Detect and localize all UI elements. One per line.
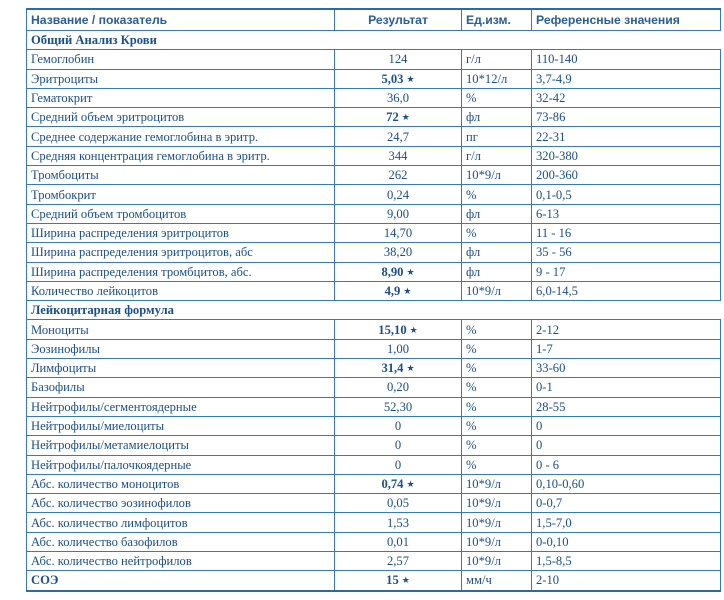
row-reference: 22-31	[532, 127, 721, 146]
row-name: Тромбокрит	[27, 185, 335, 204]
row-unit: %	[462, 359, 532, 378]
row-reference: 32-42	[532, 88, 721, 107]
result-value: 72	[386, 110, 399, 125]
row-unit: мм/ч	[462, 571, 532, 591]
header-unit: Ед.изм.	[462, 9, 532, 31]
result-value: 1,00	[386, 341, 410, 356]
row-unit: 10*12/л	[462, 69, 532, 88]
row-result	[335, 513, 462, 532]
row-result	[335, 166, 462, 185]
section-header-row	[27, 31, 721, 50]
result-value: 8,90	[381, 264, 404, 279]
result-value: 0,05	[386, 496, 410, 511]
table-row	[27, 436, 721, 455]
result-value: 5,03	[381, 71, 404, 86]
table-row	[27, 359, 721, 378]
row-unit: %	[462, 320, 532, 339]
result-value: 9,00	[386, 206, 410, 221]
row-name: Моноциты	[27, 320, 335, 339]
row-unit: %	[462, 378, 532, 397]
result-value: 0,01	[386, 534, 410, 549]
table-row	[27, 281, 721, 300]
row-unit: %	[462, 185, 532, 204]
header-result: Результат	[335, 9, 462, 31]
row-name: Ширина распределения эритроцитов, абс	[27, 243, 335, 262]
result-value: 15	[386, 573, 399, 588]
table-row	[27, 339, 721, 358]
row-reference: 0-1	[532, 378, 721, 397]
result-value: 344	[388, 148, 408, 163]
row-result	[335, 359, 462, 378]
row-result	[335, 69, 462, 88]
row-name: Ширина распределения эритроцитов	[27, 223, 335, 242]
row-reference: 1,5-7,0	[532, 513, 721, 532]
row-name: СОЭ	[27, 571, 335, 591]
row-reference: 0	[532, 436, 721, 455]
table-row	[27, 262, 721, 281]
row-unit: 10*9/л	[462, 166, 532, 185]
table-row	[27, 513, 721, 532]
table-row	[27, 397, 721, 416]
row-reference: 9 - 17	[532, 262, 721, 281]
table-row	[27, 127, 721, 146]
row-name: Нейтрофилы/сегментоядерные	[27, 397, 335, 416]
row-result	[335, 146, 462, 165]
row-result	[335, 532, 462, 551]
section-title: Лейкоцитарная формула	[27, 301, 721, 320]
row-name: Эозинофилы	[27, 339, 335, 358]
abnormal-flag-icon: ★	[406, 478, 415, 489]
result-value: 124	[388, 52, 408, 67]
row-result	[335, 571, 462, 591]
abnormal-flag-icon: ★	[409, 324, 418, 335]
row-result	[335, 50, 462, 69]
row-result	[335, 243, 462, 262]
row-unit: 10*9/л	[462, 532, 532, 551]
table-row	[27, 416, 721, 435]
row-unit: 10*9/л	[462, 474, 532, 493]
row-reference: 0,1-0,5	[532, 185, 721, 204]
row-name: Абс. количество моноцитов	[27, 474, 335, 493]
result-value: 0,20	[386, 380, 410, 395]
row-reference: 73-86	[532, 108, 721, 127]
table-row	[27, 185, 721, 204]
row-unit: %	[462, 416, 532, 435]
row-unit: г/л	[462, 146, 532, 165]
table-row	[27, 243, 721, 262]
table-row	[27, 166, 721, 185]
row-result	[335, 494, 462, 513]
row-name: Ширина распределения тромбцитов, абс.	[27, 262, 335, 281]
table-header-row	[27, 9, 721, 31]
row-unit: 10*9/л	[462, 513, 532, 532]
row-unit: %	[462, 339, 532, 358]
abnormal-flag-icon: ★	[401, 112, 410, 123]
row-reference: 2-12	[532, 320, 721, 339]
row-name: Базофилы	[27, 378, 335, 397]
row-reference: 0 - 6	[532, 455, 721, 474]
section-title: Общий Анализ Крови	[27, 31, 721, 50]
row-reference: 3,7-4,9	[532, 69, 721, 88]
row-name: Количество лейкоцитов	[27, 281, 335, 300]
row-reference: 6,0-14,5	[532, 281, 721, 300]
row-result	[335, 127, 462, 146]
row-name: Эритроциты	[27, 69, 335, 88]
row-name: Нейтрофилы/метамиелоциты	[27, 436, 335, 455]
row-unit: %	[462, 455, 532, 474]
table-row	[27, 378, 721, 397]
row-unit: фл	[462, 108, 532, 127]
row-unit: фл	[462, 262, 532, 281]
row-name: Гемоглобин	[27, 50, 335, 69]
row-name: Лимфоциты	[27, 359, 335, 378]
result-value: 24,7	[386, 129, 410, 144]
row-result	[335, 397, 462, 416]
row-result	[335, 108, 462, 127]
row-result	[335, 88, 462, 107]
result-value: 36,0	[386, 91, 410, 106]
row-unit: %	[462, 436, 532, 455]
abnormal-flag-icon: ★	[406, 73, 415, 84]
row-reference: 1,5-8,5	[532, 552, 721, 571]
row-unit: %	[462, 223, 532, 242]
row-result	[335, 204, 462, 223]
table-row	[27, 69, 721, 88]
row-reference: 110-140	[532, 50, 721, 69]
row-result	[335, 185, 462, 204]
header-reference: Референсные значения	[532, 9, 721, 31]
row-result	[335, 416, 462, 435]
table-row	[27, 146, 721, 165]
row-name: Нейтрофилы/миелоциты	[27, 416, 335, 435]
row-result	[335, 320, 462, 339]
row-name: Нейтрофилы/палочкоядерные	[27, 455, 335, 474]
row-name: Средний объем эритроцитов	[27, 108, 335, 127]
row-reference: 0,10-0,60	[532, 474, 721, 493]
row-name: Абс. количество базофилов	[27, 532, 335, 551]
result-value: 1,53	[386, 515, 410, 530]
row-reference: 35 - 56	[532, 243, 721, 262]
result-value: 0	[394, 419, 402, 434]
result-value: 0	[394, 457, 402, 472]
row-unit: 10*9/л	[462, 552, 532, 571]
result-value: 15,10	[378, 322, 407, 337]
row-unit: %	[462, 88, 532, 107]
row-reference: 0-0,7	[532, 494, 721, 513]
section-header-row	[27, 301, 721, 320]
table-row	[27, 223, 721, 242]
row-result	[335, 339, 462, 358]
row-name: Абс. количество эозинофилов	[27, 494, 335, 513]
row-result	[335, 436, 462, 455]
row-result	[335, 474, 462, 493]
abnormal-flag-icon: ★	[406, 363, 415, 374]
row-reference: 0-0,10	[532, 532, 721, 551]
result-value: 0	[394, 438, 402, 453]
row-name: Тромбоциты	[27, 166, 335, 185]
table-row	[27, 474, 721, 493]
table-row	[27, 552, 721, 571]
row-unit: 10*9/л	[462, 494, 532, 513]
row-name: Абс. количество нейтрофилов	[27, 552, 335, 571]
row-reference: 2-10	[532, 571, 721, 591]
row-name: Средний объем тромбоцитов	[27, 204, 335, 223]
table-row	[27, 455, 721, 474]
abnormal-flag-icon: ★	[406, 266, 415, 277]
table-row	[27, 532, 721, 551]
abnormal-flag-icon: ★	[403, 286, 412, 296]
table-row	[27, 204, 721, 223]
row-unit: пг	[462, 127, 532, 146]
row-result	[335, 455, 462, 474]
row-unit: %	[462, 397, 532, 416]
abnormal-flag-icon: ★	[401, 575, 410, 586]
row-result	[335, 223, 462, 242]
row-reference: 1-7	[532, 339, 721, 358]
row-reference: 33-60	[532, 359, 721, 378]
blood-test-table	[26, 8, 721, 592]
row-name: Гематокрит	[27, 88, 335, 107]
row-name: Средняя концентрация гемоглобина в эритр.	[27, 146, 335, 165]
row-name: Среднее содержание гемоглобина в эритр.	[27, 127, 335, 146]
row-unit: г/л	[462, 50, 532, 69]
result-value: 4,9	[384, 284, 401, 298]
table-body	[27, 31, 721, 591]
row-reference: 11 - 16	[532, 223, 721, 242]
row-reference: 0	[532, 416, 721, 435]
row-result	[335, 552, 462, 571]
row-unit: фл	[462, 243, 532, 262]
row-result	[335, 262, 462, 281]
result-value: 2,57	[386, 554, 410, 569]
result-value: 14,70	[383, 226, 413, 241]
row-result	[335, 378, 462, 397]
result-value: 0,24	[386, 187, 410, 202]
row-reference: 200-360	[532, 166, 721, 185]
result-value: 262	[388, 168, 408, 183]
row-reference: 6-13	[532, 204, 721, 223]
table-row	[27, 108, 721, 127]
row-unit: 10*9/л	[462, 281, 532, 300]
result-value: 52,30	[383, 399, 413, 414]
table-row	[27, 494, 721, 513]
row-result	[335, 281, 462, 300]
row-unit: фл	[462, 204, 532, 223]
row-reference: 320-380	[532, 146, 721, 165]
table-row	[27, 571, 721, 591]
result-value: 0,74	[381, 476, 404, 491]
result-value: 31,4	[381, 361, 404, 376]
row-name: Абс. количество лимфоцитов	[27, 513, 335, 532]
table-row	[27, 50, 721, 69]
result-value: 38,20	[383, 245, 413, 260]
table-row	[27, 320, 721, 339]
row-reference: 28-55	[532, 397, 721, 416]
table-row	[27, 88, 721, 107]
header-name: Название / показатель	[27, 9, 335, 31]
